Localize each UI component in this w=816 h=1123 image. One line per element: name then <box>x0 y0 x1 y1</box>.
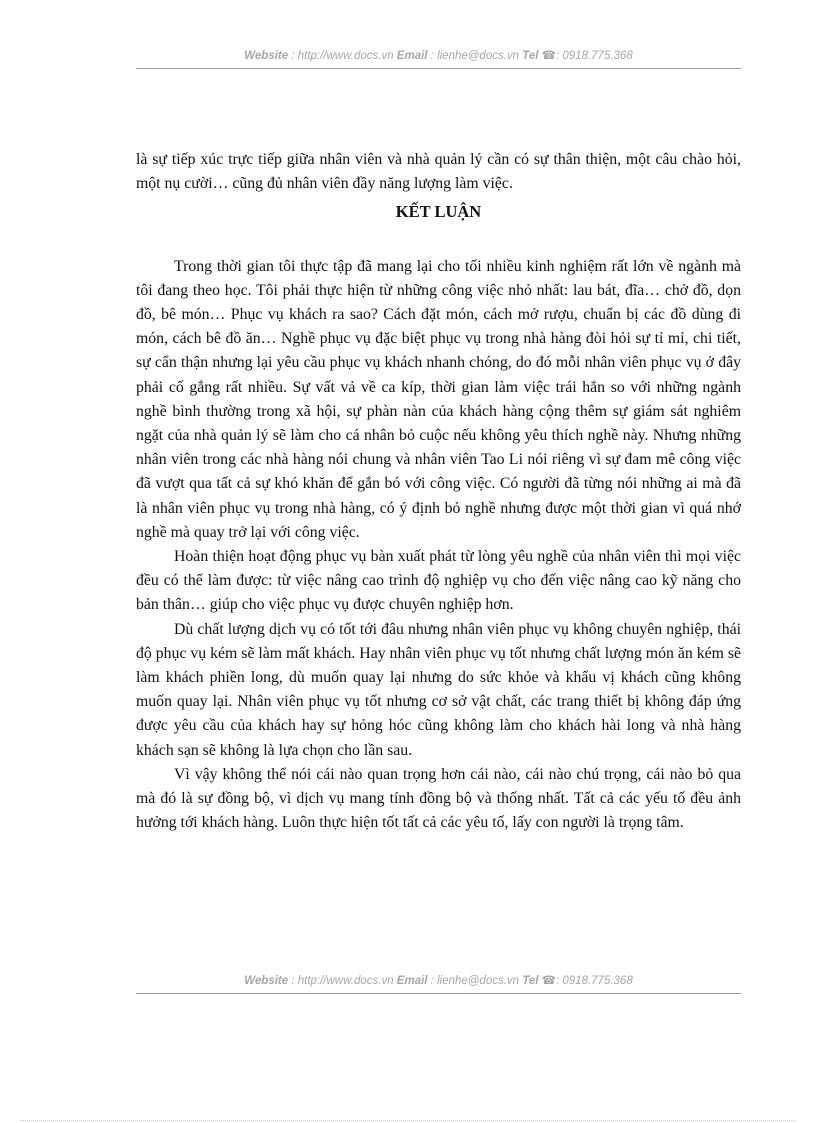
paragraph-2: Hoàn thiện hoạt động phục vụ bàn xuất phát từ lòng yêu nghề của nhân viên thì mọi việc đều có thể làm được: từ việc nâng cao trình độ nghiệp vụ cho đến việc nâng cao kỹ năng cho bản thân… giúp cho việc phục vụ được chuyên nghiệp hơn. <box>136 548 741 614</box>
footer-website-url[interactable]: : http://www.docs.vn <box>288 975 397 987</box>
section-heading: KẾT LUẬN <box>395 202 482 222</box>
header-tel-label: Tel <box>522 50 539 62</box>
header-website-label: Website <box>244 50 289 62</box>
page-break-line <box>20 1120 796 1121</box>
document-body <box>136 148 741 835</box>
paragraph-1: Trong thời gian tôi thực tập đã mang lại cho tối nhiều kinh nghiệm rất lớn về ngành mà tôi đang theo học. Tôi phải thực hiện từ những công việc nhỏ nhất: lau bát, đĩa… chở đồ, dọn đồ, bê món… Phục vụ khách ra sao? Cách đặt món, cách mở rượu, chuẩn bị các đồ dùng đi món, cách bê đồ ăn… Nghề phục vụ đặc biệt phục vụ trong nhà hàng đòi hỏi sự tỉ mỉ, chi tiết, sự cẩn thận nhưng lại yêu cầu phục vụ khách nhanh chóng, do đó mỗi nhân viên phục vụ ở đây phải cố gắng rất nhiều. Sự vất vả về ca kíp, thời gian làm việc trái hẳn so với những ngành nghề bình thường trong xã hội, sự phàn nàn của khách hàng cộng thêm sự giám sát nghiêm ngặt của nhà quản lý sẽ làm cho cá nhân bỏ cuộc nếu không yêu thích nghề này. Nhưng những nhân viên trong các nhà hàng nói chung và nhân viên Tao Li nói riêng vì sự đam mê công việc đã vượt qua tất cả sự khó khăn để gắn bó với công việc. Có người đã từng nói những ai mà đã là nhân viên phục vụ trong nhà hàng, có ý định bỏ nghề nhưng được một thời gian vì quá nhớ nghề mà quay trở lại với công việc. <box>136 257 741 541</box>
footer-tel-number: ☎: 0918.775.368 <box>538 975 633 987</box>
header-website-url[interactable]: : http://www.docs.vn <box>288 50 397 62</box>
footer-website-label: Website <box>244 975 289 987</box>
page-header <box>136 48 741 62</box>
paragraph-3: Dù chất lượng dịch vụ có tốt tới đâu nhưng nhân viên phục vụ không chuyên nghiệp, thái độ phục vụ kém sẽ làm mất khách. Hay nhân viên phục vụ tốt nhưng chất lượng món ăn kém sẽ làm khách phiền long, dù muốn quay lại nhưng do sức khỏe và khẩu vị khách cũng không muốn quay lại. Nhân viên phục vụ tốt nhưng cơ sở vật chất, các trang thiết bị không đáp ứng được yêu cầu của khách hay sự hỏng hóc cũng không làm cho khách hài long và nhà hàng khách sạn sẽ không là lựa chọn cho lần sau. <box>136 620 742 759</box>
intro-paragraph: là sự tiếp xúc trực tiếp giữa nhân viên và nhà quản lý cần có sự thân thiện, một câu chào hỏi, một nụ cười… cũng đủ nhân viên đầy năng lượng làm việc. <box>136 151 741 193</box>
footer-email-label: Email <box>396 975 428 987</box>
page-footer <box>136 973 741 987</box>
header-tel-number: ☎: 0918.775.368 <box>538 50 633 62</box>
header-divider <box>136 68 741 69</box>
paragraph-4: Vì vậy không thể nói cái nào quan trọng hơn cái nào, cái nào chú trọng, cái nào bỏ qua mà đó là sự đồng bộ, vì dịch vụ mang tính đồng bộ và thống nhất. Tất cả các yếu tố đều ảnh hưởng tới khách hàng. Luôn thực hiện tốt tất cả các yêu tố, lấy con người là trọng tâm. <box>136 765 741 832</box>
footer-tel-label: Tel <box>522 975 539 987</box>
header-email-label: Email <box>396 50 428 62</box>
footer-email-address[interactable]: : lienhe@docs.vn <box>427 975 523 987</box>
header-email-address[interactable]: : lienhe@docs.vn <box>427 50 523 62</box>
footer-divider <box>136 993 741 994</box>
